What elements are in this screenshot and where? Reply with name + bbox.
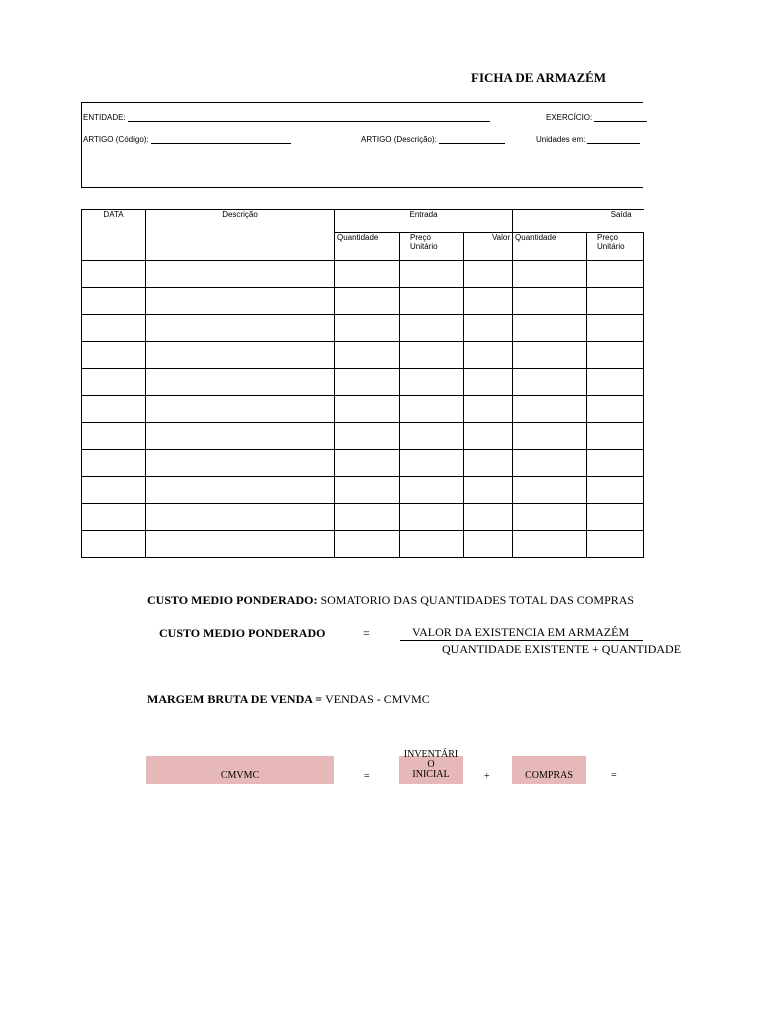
table-cell[interactable] [513, 261, 587, 288]
final-equals: = [611, 770, 617, 781]
table-cell[interactable] [335, 450, 400, 477]
table-cell[interactable] [82, 504, 146, 531]
table-row [82, 396, 644, 423]
table-cell[interactable] [464, 531, 513, 558]
table-cell[interactable] [400, 369, 464, 396]
table-body [82, 261, 644, 558]
table-row [82, 423, 644, 450]
table-header-row [82, 210, 644, 233]
table-cell[interactable] [587, 342, 644, 369]
table-cell[interactable] [82, 315, 146, 342]
table-cell[interactable] [464, 261, 513, 288]
table-cell[interactable] [400, 423, 464, 450]
artigo-descricao-field[interactable] [361, 135, 505, 144]
table-cell[interactable] [335, 396, 400, 423]
subheader-preco-saida-line1: Preço [597, 233, 618, 242]
table-cell[interactable] [146, 504, 335, 531]
table-cell[interactable] [464, 288, 513, 315]
entidade-label: ENTIDADE: [83, 113, 126, 122]
table-cell[interactable] [82, 531, 146, 558]
table-cell[interactable] [335, 531, 400, 558]
table-cell[interactable] [82, 477, 146, 504]
table-cell[interactable] [146, 261, 335, 288]
cmp-equals: = [363, 626, 370, 640]
table-row [82, 288, 644, 315]
stock-table [81, 209, 644, 558]
table-cell[interactable] [513, 288, 587, 315]
table-cell[interactable] [146, 342, 335, 369]
table-cell[interactable] [587, 261, 644, 288]
table-cell[interactable] [335, 342, 400, 369]
table-cell[interactable] [400, 450, 464, 477]
header-descricao: Descrição [146, 210, 335, 261]
table-cell[interactable] [335, 504, 400, 531]
table-cell[interactable] [513, 531, 587, 558]
table-row [82, 369, 644, 396]
table-cell[interactable] [335, 261, 400, 288]
subheader-preco-entrada [400, 233, 464, 261]
table-row [82, 261, 644, 288]
table-cell[interactable] [400, 315, 464, 342]
table-cell[interactable] [82, 288, 146, 315]
header-data: DATA [82, 210, 146, 261]
table-cell[interactable] [513, 423, 587, 450]
table-cell[interactable] [82, 342, 146, 369]
compras-box: COMPRAS [512, 756, 586, 784]
cmp-definition-label: CUSTO MEDIO PONDERADO: [147, 593, 318, 607]
table-row [82, 504, 644, 531]
exercicio-label: EXERCÍCIO: [546, 113, 593, 122]
table-cell[interactable] [146, 531, 335, 558]
artigo-descricao-line [439, 135, 505, 144]
table-cell[interactable] [146, 315, 335, 342]
table-cell[interactable] [82, 261, 146, 288]
cmp-numerator: VALOR DA EXISTENCIA EM ARMAZÉM [400, 625, 643, 641]
margem-text: VENDAS - CMVMC [325, 692, 430, 706]
entidade-field[interactable] [83, 113, 490, 122]
exercicio-field[interactable] [546, 113, 647, 122]
cmp-definition [147, 593, 643, 608]
table-row [82, 315, 644, 342]
subheader-preco-entrada-line1: Preço [410, 233, 431, 242]
table-row [82, 477, 644, 504]
table-cell[interactable] [587, 315, 644, 342]
table-cell[interactable] [513, 342, 587, 369]
table-cell[interactable] [513, 477, 587, 504]
table-cell[interactable] [400, 396, 464, 423]
table-cell[interactable] [587, 504, 644, 531]
entidade-line [128, 113, 490, 122]
table-cell[interactable] [400, 504, 464, 531]
unidades-line [587, 135, 640, 144]
subheader-preco-entrada-line2: Unitário [410, 242, 438, 251]
subheader-preco-saida [587, 233, 644, 261]
table-cell[interactable] [146, 423, 335, 450]
table-cell[interactable] [587, 450, 644, 477]
table-cell[interactable] [146, 450, 335, 477]
unidades-field[interactable] [536, 135, 640, 144]
table-cell[interactable] [335, 477, 400, 504]
table-cell[interactable] [146, 288, 335, 315]
table-cell[interactable] [400, 288, 464, 315]
header-box [81, 102, 643, 188]
plus-sign: + [484, 771, 490, 782]
table-cell[interactable] [464, 504, 513, 531]
table-cell[interactable] [513, 450, 587, 477]
subheader-valor-entrada: Valor [464, 233, 513, 261]
margem-label: MARGEM BRUTA DE VENDA [147, 692, 313, 706]
table-cell[interactable] [513, 315, 587, 342]
table-cell[interactable] [464, 369, 513, 396]
cmp-label: CUSTO MEDIO PONDERADO [159, 626, 326, 640]
subheader-preco-saida-line2: Unitário [597, 242, 625, 251]
table-cell[interactable] [587, 369, 644, 396]
table-cell[interactable] [587, 288, 644, 315]
table-cell[interactable] [146, 477, 335, 504]
table-row [82, 342, 644, 369]
table-cell[interactable] [335, 423, 400, 450]
table-cell[interactable] [82, 396, 146, 423]
margem-equals: = [312, 692, 326, 706]
table-cell[interactable] [82, 369, 146, 396]
table-cell[interactable] [400, 531, 464, 558]
header-saida [513, 210, 644, 233]
table-row [82, 531, 644, 558]
table-cell[interactable] [513, 504, 587, 531]
exercicio-line [594, 113, 647, 122]
table-cell[interactable] [587, 531, 644, 558]
table-cell[interactable] [82, 423, 146, 450]
table-cell[interactable] [464, 342, 513, 369]
table-cell[interactable] [513, 396, 587, 423]
table-cell[interactable] [587, 396, 644, 423]
unidades-label: Unidades em: [536, 135, 586, 144]
table-cell[interactable] [587, 477, 644, 504]
table-cell[interactable] [335, 288, 400, 315]
table-cell[interactable] [464, 450, 513, 477]
table-cell[interactable] [146, 396, 335, 423]
inventario-inicial-box [399, 749, 463, 784]
table-cell[interactable] [82, 450, 146, 477]
table-cell[interactable] [513, 369, 587, 396]
table-cell[interactable] [464, 396, 513, 423]
page-title: FICHA DE ARMAZÉM [471, 70, 607, 85]
artigo-codigo-field[interactable] [83, 135, 291, 144]
cmp-denominator: QUANTIDADE EXISTENTE + QUANTIDADE [442, 642, 682, 656]
margem-bruta [147, 692, 430, 707]
inventario-line1: INVENTÁRI [403, 749, 459, 760]
table-cell[interactable] [146, 369, 335, 396]
table-cell[interactable] [335, 369, 400, 396]
table-cell[interactable] [464, 315, 513, 342]
table-cell[interactable] [335, 315, 400, 342]
subheader-quantidade-saida: Quantidade [513, 233, 587, 261]
artigo-codigo-line [151, 135, 291, 144]
subheader-quantidade-entrada: Quantidade [335, 233, 400, 261]
table-cell[interactable] [400, 477, 464, 504]
table-cell[interactable] [464, 477, 513, 504]
cmvmc-equals: = [364, 771, 370, 782]
table-row [82, 450, 644, 477]
table-cell[interactable] [400, 261, 464, 288]
header-saida-label: Saída [610, 210, 632, 219]
artigo-codigo-label: ARTIGO (Código): [83, 135, 149, 144]
inventario-line2: O [427, 759, 435, 770]
header-entrada: Entrada [335, 210, 513, 233]
inventario-line3: INICIAL [412, 769, 450, 780]
table-cell[interactable] [464, 423, 513, 450]
table-cell[interactable] [587, 423, 644, 450]
cmvmc-box: CMVMC [146, 756, 334, 784]
artigo-descricao-label: ARTIGO (Descrição): [361, 135, 437, 144]
table-cell[interactable] [400, 342, 464, 369]
cmp-definition-text: SOMATORIO DAS QUANTIDADES TOTAL DAS COMPRAS [317, 593, 635, 607]
